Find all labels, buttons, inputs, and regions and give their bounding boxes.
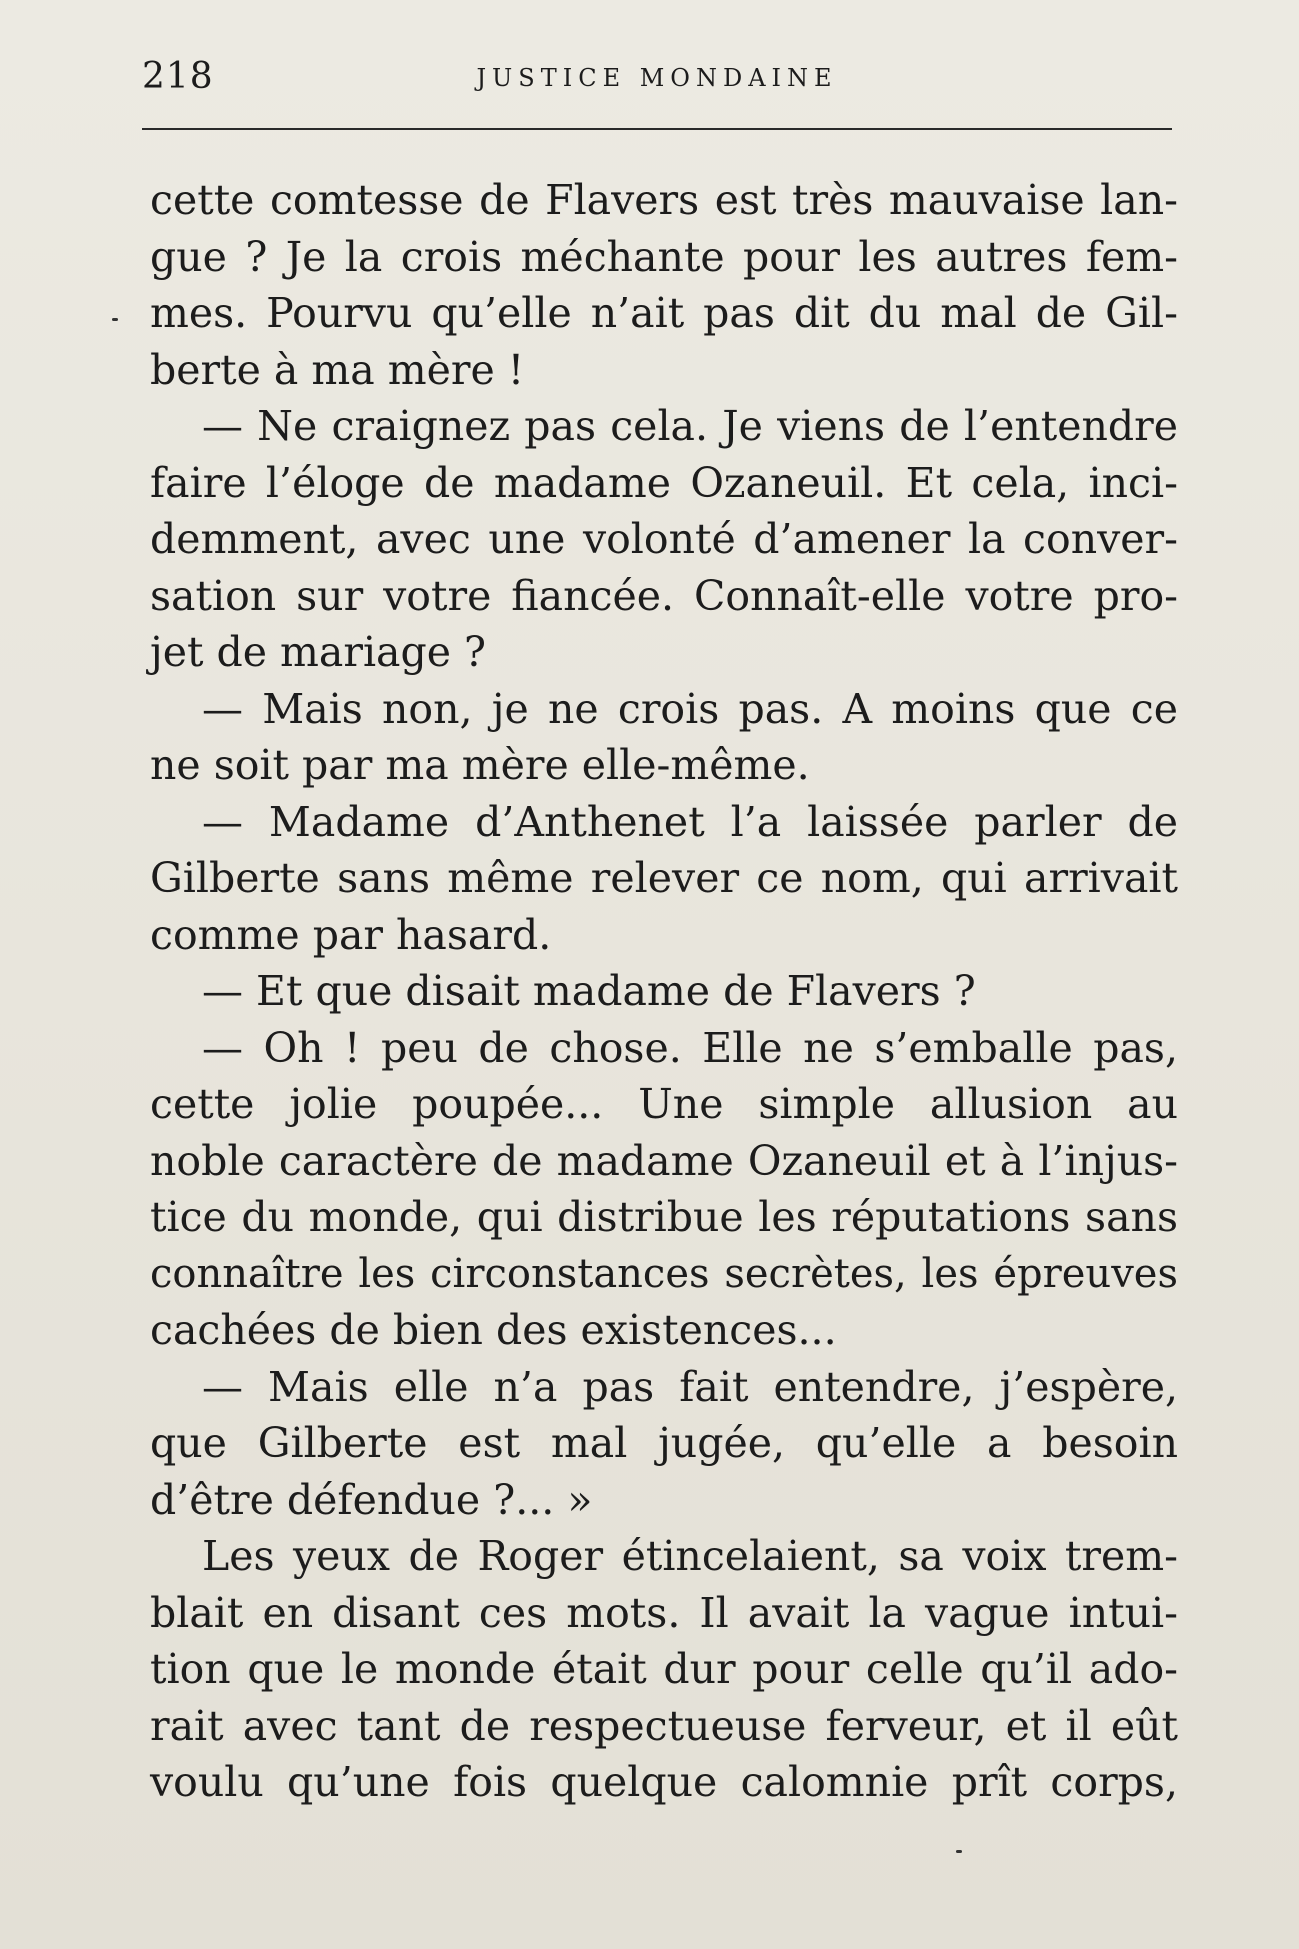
header-rule: [142, 128, 1172, 130]
text-line: sation sur votre fiancée. Connaît-elle votre pro-: [150, 571, 1178, 620]
page-number: 218: [142, 56, 214, 97]
text-line: — Oh ! peu de chose. Elle ne s’emballe pas,: [202, 1023, 1178, 1072]
text-line: voulu qu’une fois quelque calomnie prît corps,: [150, 1758, 1178, 1806]
text-line: — Ne craignez pas cela. Je viens de l’entendre: [202, 402, 1178, 450]
text-line: — Mais non, je ne crois pas. A moins que ce: [202, 684, 1178, 733]
text-line: tice du monde, qui distribue les réputations sans: [150, 1193, 1178, 1241]
text-line: ne soit par ma mère elle-même.: [150, 741, 810, 789]
text-line: demment, avec une volonté d’amener la conver-: [150, 515, 1178, 563]
text-line: rait avec tant de respectueuse ferveur, et il eût: [150, 1701, 1178, 1750]
text-line: — Mais elle n’a pas fait entendre, j’espère,: [202, 1362, 1178, 1411]
text-line: jet de mariage ?: [150, 628, 487, 676]
text-line: mes. Pourvu qu’elle n’ait pas dit du mal de Gil-: [150, 289, 1178, 337]
text-line: cachées de bien des existences...: [150, 1306, 837, 1354]
text-line: gue ? Je la crois méchante pour les autres fem-: [150, 232, 1178, 281]
ink-speck: [112, 318, 118, 321]
text-line: que Gilberte est mal jugée, qu’elle a besoin: [150, 1419, 1178, 1467]
ink-speck: [956, 1850, 962, 1853]
text-line: blait en disant ces mots. Il avait la vague intui-: [150, 1588, 1178, 1637]
page-header: [142, 56, 1172, 100]
text-line: — Et que disait madame de Flavers ?: [202, 967, 976, 1015]
text-line: Les yeux de Roger étincelaient, sa voix trem-: [202, 1532, 1178, 1580]
text-line: tion que le monde était dur pour celle qu’il ado-: [150, 1645, 1178, 1693]
text-line: connaître les circonstances secrètes, les épreuves: [150, 1250, 1178, 1297]
body-text: [150, 172, 1178, 1811]
text-line: cette comtesse de Flavers est très mauvaise lan-: [150, 176, 1178, 224]
text-line: faire l’éloge de madame Ozaneuil. Et cela, inci-: [150, 458, 1178, 507]
text-line: berte à ma mère !: [150, 345, 525, 394]
text-line: d’être défendue ?... »: [150, 1475, 593, 1524]
text-line: cette jolie poupée... Une simple allusion au: [150, 1080, 1178, 1128]
text-line: Gilberte sans même relever ce nom, qui arrivait: [150, 854, 1178, 902]
text-line: comme par hasard.: [150, 910, 552, 959]
text-line: — Madame d’Anthenet l’a laissée parler de: [202, 797, 1178, 846]
running-title: JUSTICE MONDAINE: [476, 64, 838, 92]
text-line: noble caractère de madame Ozaneuil et à l’injus-: [150, 1136, 1178, 1185]
